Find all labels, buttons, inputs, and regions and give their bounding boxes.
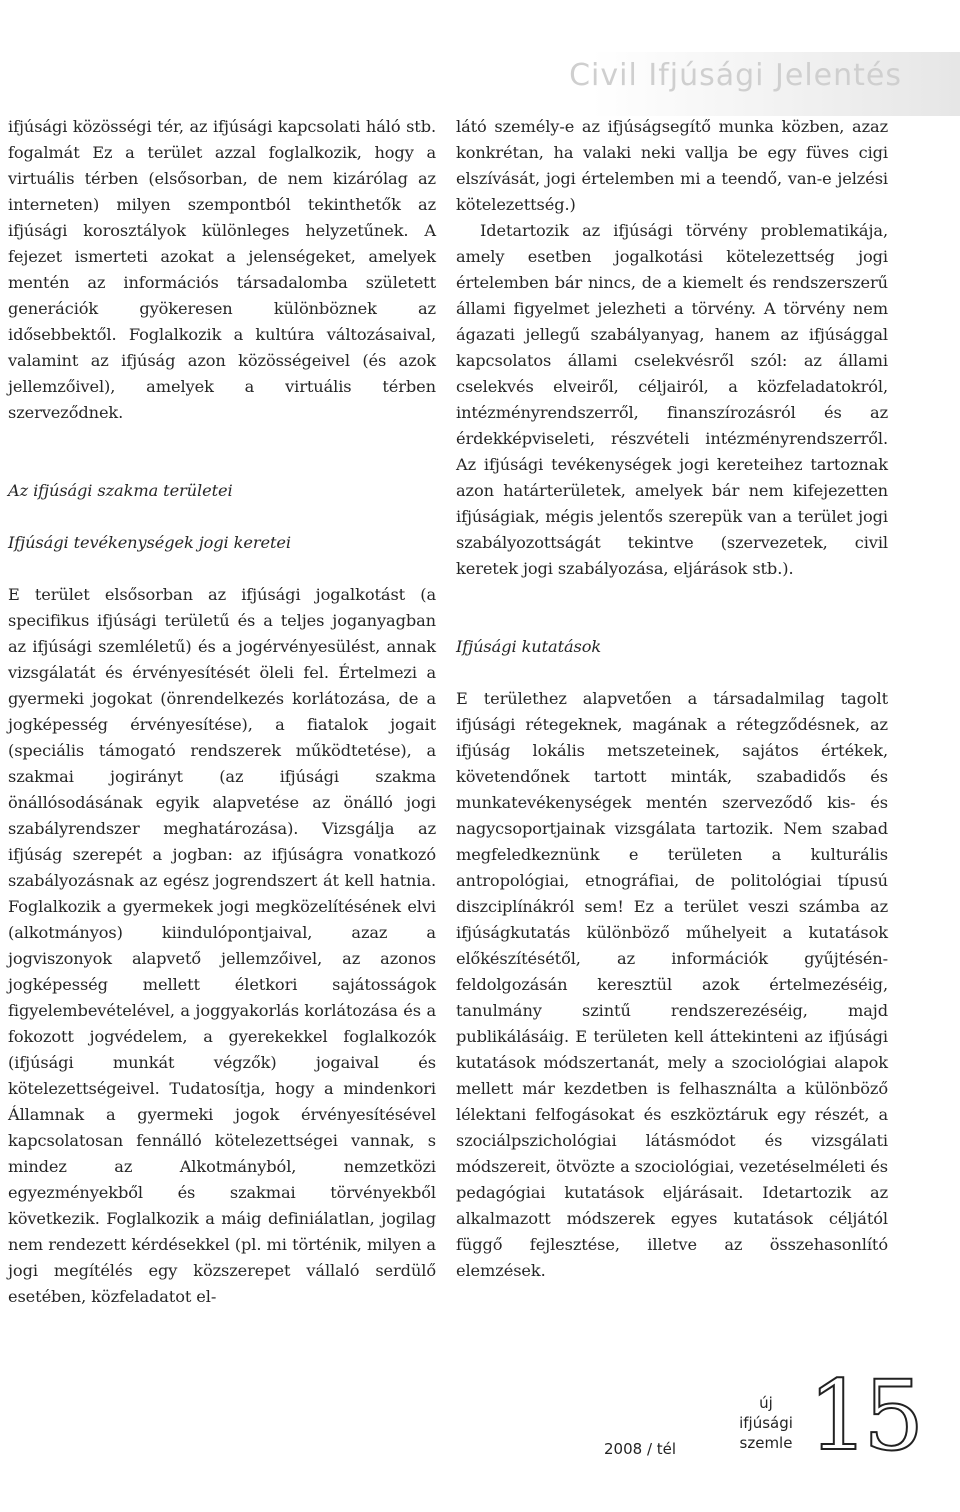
section-heading: Az ifjúsági szakma területei [8,481,233,500]
subsection-heading-research: Ifjúsági kutatások [456,637,602,656]
right-column [456,114,888,1284]
issue-label: 2008 / tél [604,1440,677,1458]
magazine-name-line2: ifjúsági [739,1414,793,1432]
youth-law-paragraph: Idetartozik az ifjúsági törvény problematikája, amely esetben jogalkotási kötelezettség jogi értelemben bár nincs, de a kiemelt és rendszerszerű állami figyelmet jelezheti a törvény. A törvény nem ágazati jellegű szabályanyag, hanem az ifjúsággal kapcsolatos állami cselekvésről szól: az állami cselekvés elveiről, céljairól, a közfeladatokról, intézményrendszerről, finanszírozásról és az érdekképviseleti, részvételi intézményrendszerről. Az ifjúsági tevékenységek jogi kereteihez tartoznak azon határterületek, amelyek bár nem kifejezetten ifjúságiak, mégis jelentős szerepük van a terület jogi szabályozottságát tekintve (szervezetek, civil keretek jogi szabályozása, eljárások stb.). [456,221,888,578]
continuation-paragraph: látó személy-e az ifjúságsegítő munka közben, azaz konkrétan, ha valaki neki vallja be egy füves cigi elszívását, jogi értelemben mi a teendő, van-e jelzési kötelezettség.) [456,117,888,214]
left-column [8,114,436,1310]
intro-paragraph: ifjúsági közösségi tér, az ifjúsági kapcsolati háló stb. fogalmát Ez a terület azzal foglalkozik, hogy a virtuális térben (elsősorban, de nem kizárólag az interneten) milyen szempontból tekinthetők az ifjúsági korosztályok különleges helyzetűnek. A fejezet ismerteti azokat a jelenségeket, amelyek mentén az információs társadalomba született generációk gyökeresen különböznek az idősebbektől. Foglalkozik a kultúra változásaival, valamint az ifjúság azon közösségeivel (és azok jellemzőivel), amelyek a virtuális térben szerveződnek. [8,117,436,422]
running-header-title: Civil Ifjúsági Jelentés [569,58,902,93]
magazine-name [726,1393,806,1453]
research-body-paragraph: E területhez alapvetően a társadalmilag tagolt ifjúsági rétegeknek, magának a rétegződésnek, az ifjúság lokális metszeteinek, sajátos értékek, követendőnek tartott minták, szabadidős és munkatevékenységek mentén szerveződő kis- és nagycsoportjainak vizsgálata tartozik. Nem szabad megfeledkeznünk e területen a kulturális antropológiai, etnográfiai, de politológiai típusú diszciplínákról sem! Ez a terület veszi számba az ifjúságkutatás különböző műhelyeit a kutatások előkészítésétől, az információk gyűjtésén-feldolgozásán keresztül azok értelmezéséig, tanulmány szintű rendszerezéséig, majd publikálásáig. E területen kell áttekinteni az ifjúsági kutatások módszertanát, mely a szociológiai alapok mellett már kezdetben is felhasználta a különböző lélektani felfogásokat és eszköztáruk egy részét, a szociálpszichológiai látásmódot és vizsgálati módszereit, ötvözte a szociológiai, vezetéselméleti és pedagógiai kutatások eljárásait. Idetartozik az alkalmazott módszerek egyes kutatások céljától függő fejlesztése, illetve az összehasonlító elemzések. [456,689,888,1280]
magazine-name-line1: új [759,1394,773,1412]
magazine-name-line3: szemle [739,1434,793,1452]
legal-body-paragraph: E terület elsősorban az ifjúsági jogalkotást (a specifikus ifjúsági területű és a teljes joganyagban az ifjúsági szemléletű) és a jogérvényesülést, annak vizsgálatát és érvényesítését öleli fel. Értelmezi a gyermeki jogokat (önrendelkezés korlátozása, de a jogképesség érvényesítése), a fiatalok jogait (speciális támogató rendszerek működtetése), a szakmai jogirányt (az ifjúsági szakma önállósodásának egyik alapvetése az önálló jogi szabályrendszer meghatározása). Vizsgálja az ifjúság szerepét a jogban: az ifjúságra vonatkozó szabályozásnak az egész jogrendszert át kell hatnia. Foglalkozik a gyermekek jogi megközelítésének elvi (alkotmányos) kiindulópontjaival, azaz a jogviszonyok alapvető jellemzőivel, az azonos jogképesség mellett életkori sajátosságok figyelembevételével, a joggyakorlás korlátozása és a fokozott jogvédelem, a gyerekekkel foglalkozók (ifjúsági munkát végzők) jogaival és kötelezettségeivel. Tudatosítja, hogy a mindenkori Államnak a gyermeki jogok érvényesítésével kapcsolatosan fennálló kötelezettségei vannak, s mindez az Alkotmányból, nemzetközi egyezményekből és szakmai törvényekből következik. Foglalkozik a máig definiálatlan, jogilag nem rendezett kérdésekkel (pl. mi történik, milyen a jogi megítélés egy közszerepet vállaló serdülő esetében, közfeladatot el- [8,585,436,1306]
subsection-heading-legal: Ifjúsági tevékenységek jogi keretei [8,533,291,552]
page-number: 15 [808,1360,919,1472]
